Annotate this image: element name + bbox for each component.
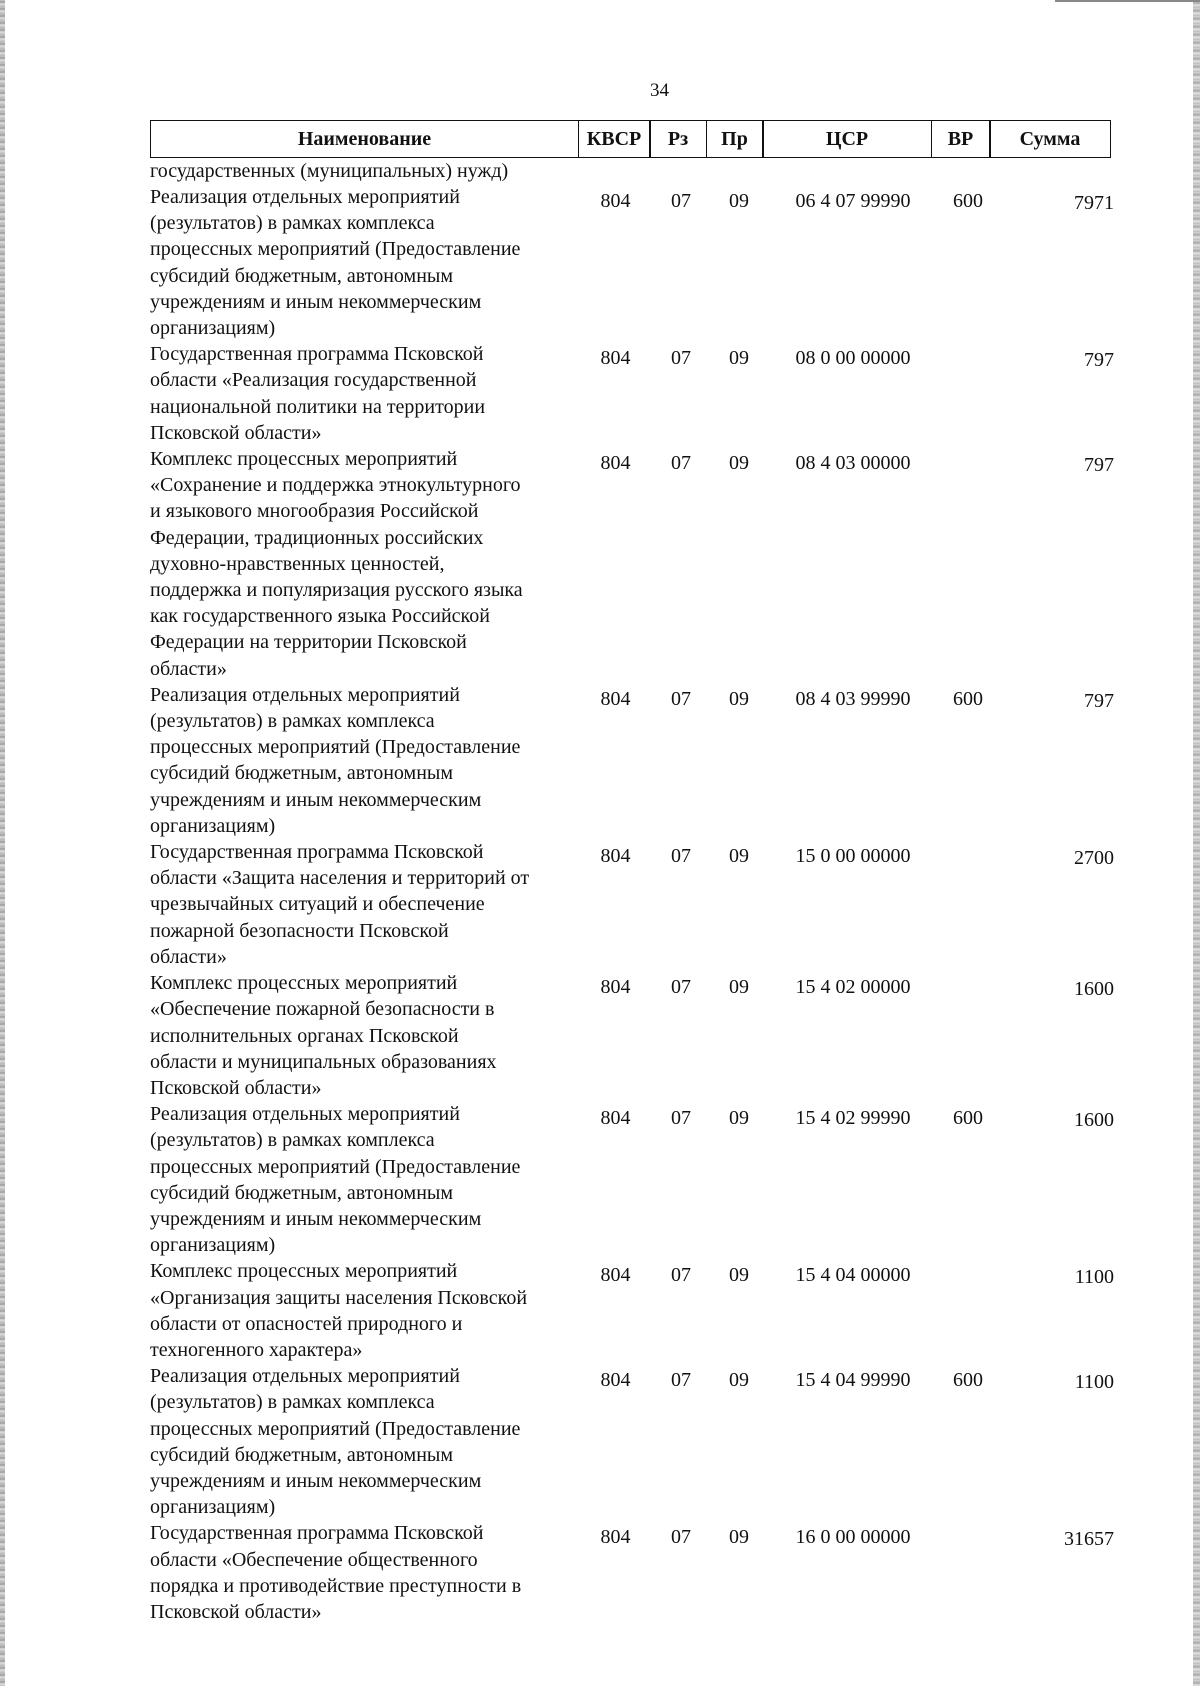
row-sum: 797 xyxy=(1084,454,1114,477)
header-csr: ЦСР xyxy=(762,120,932,158)
table-row xyxy=(150,970,1120,1101)
row-kvsr: 804 xyxy=(600,976,631,999)
row-rz: 07 xyxy=(671,845,691,868)
table-row xyxy=(150,1258,1120,1363)
row-pr: 09 xyxy=(729,1264,749,1287)
row-csr: 15 4 02 00000 xyxy=(795,976,911,999)
row-kvsr: 804 xyxy=(600,347,631,370)
header-vr: ВР xyxy=(931,120,991,158)
row-kvsr: 804 xyxy=(600,1107,631,1130)
row-csr: 15 4 02 99990 xyxy=(795,1107,911,1130)
row-kvsr: 804 xyxy=(600,452,631,475)
row-rz: 07 xyxy=(671,1264,691,1287)
row-vr: 600 xyxy=(953,687,983,710)
row-pr: 09 xyxy=(729,1107,749,1130)
row-pr: 09 xyxy=(729,347,749,370)
row-name: Государственная программа Псковской области «Реализация государственной национальной политики на территории Псковской области» xyxy=(150,343,486,444)
scan-edge-left xyxy=(0,0,5,1686)
page-number: 34 xyxy=(650,80,669,101)
row-csr: 08 4 03 99990 xyxy=(795,687,911,710)
header-name: Наименование xyxy=(150,120,579,158)
row-pr: 09 xyxy=(729,976,749,999)
row-rz: 07 xyxy=(671,190,691,212)
header-rz: Рз xyxy=(649,120,707,158)
row-vr: 600 xyxy=(953,190,983,212)
row-name: Комплекс процессных мероприятий «Организация защиты населения Псковской области от опасностей природного и техногенного характера» xyxy=(150,1260,528,1361)
header-kvsr: КВСР xyxy=(578,120,651,158)
row-vr: 600 xyxy=(953,1369,983,1392)
row-sum: 1100 xyxy=(1074,1371,1114,1394)
row-csr: 16 0 00 00000 xyxy=(795,1526,911,1549)
row-csr: 15 4 04 99990 xyxy=(795,1369,911,1392)
row-pr: 09 xyxy=(729,687,749,710)
row-rz: 07 xyxy=(671,452,691,475)
table-row xyxy=(150,341,1120,446)
row-rz: 07 xyxy=(671,687,691,710)
row-vr xyxy=(938,1520,998,1625)
row-kvsr: 804 xyxy=(600,845,631,868)
header-pr: Пр xyxy=(706,120,764,158)
row-name: Комплекс процессных мероприятий «Сохранение и поддержка этнокультурного и языкового многообразия Российской Федерации, традиционных российских духовно-нравственных ценностей, поддержка и популяризация русского языка как государственного языка Российской Федерации на территории Псковской области» xyxy=(150,448,523,680)
row-kvsr: 804 xyxy=(600,1369,631,1392)
row-csr: 15 0 00 00000 xyxy=(795,845,911,868)
row-name: Государственная программа Псковской области «Обеспечение общественного порядка и противодействие преступности в Псковской области» xyxy=(150,1522,522,1623)
row-sum: 7971 xyxy=(1074,192,1114,214)
row-sum: 1600 xyxy=(1074,978,1114,1001)
scan-edge-right xyxy=(1193,0,1200,1686)
scan-mark-top xyxy=(1055,0,1200,2)
row-rz: 07 xyxy=(671,1526,691,1549)
row-name: Комплекс процессных мероприятий «Обеспечение пожарной безопасности в исполнительных органах Псковской области и муниципальных образованиях Псковской области» xyxy=(150,972,497,1099)
row-name: Государственная программа Псковской области «Защита населения и территорий от чрезвычайных ситуаций и обеспечение пожарной безопасности Псковской области» xyxy=(150,841,530,968)
table-row xyxy=(150,682,1120,839)
row-sum: 797 xyxy=(1084,349,1114,372)
row-rz: 07 xyxy=(671,1369,691,1392)
row-kvsr: 804 xyxy=(600,190,631,212)
row-csr: 08 0 00 00000 xyxy=(795,347,911,370)
row-sum: 31657 xyxy=(1064,1528,1114,1551)
table-row xyxy=(150,839,1120,970)
row-pr: 09 xyxy=(729,190,749,212)
row-name: Реализация отдельных мероприятий (результатов) в рамках комплекса процессных мероприятий (Предоставление субсидий бюджетным, автономным учреждениям и иным некоммерческим организациям) xyxy=(150,186,521,340)
row-vr xyxy=(938,1258,998,1363)
table-row xyxy=(150,1363,1120,1520)
row-kvsr: 804 xyxy=(600,687,631,710)
row-rz: 07 xyxy=(671,1107,691,1130)
row-vr xyxy=(938,446,998,682)
row-kvsr: 804 xyxy=(600,1264,631,1287)
row-name: Реализация отдельных мероприятий (результатов) в рамках комплекса процессных мероприятий (Предоставление субсидий бюджетным, автономным учреждениям и иным некоммерческим организациям) xyxy=(150,1365,521,1519)
table-row xyxy=(150,1101,1120,1258)
row-sum: 1600 xyxy=(1074,1109,1114,1132)
row-vr xyxy=(938,839,998,970)
row-pr: 09 xyxy=(729,1526,749,1549)
row-sum: 2700 xyxy=(1074,847,1114,870)
row-rz: 07 xyxy=(671,976,691,999)
table-row xyxy=(150,1520,1120,1625)
continued-row-text: государственных (муниципальных) нужд) xyxy=(150,160,509,182)
row-sum: 1100 xyxy=(1074,1266,1114,1289)
row-vr xyxy=(938,970,998,1101)
row-pr: 09 xyxy=(729,1369,749,1392)
row-rz: 07 xyxy=(671,347,691,370)
row-vr xyxy=(938,341,998,446)
table-row xyxy=(150,184,1120,341)
row-pr: 09 xyxy=(729,845,749,868)
row-csr: 15 4 04 00000 xyxy=(795,1264,911,1287)
row-sum: 797 xyxy=(1084,689,1114,712)
row-name: Реализация отдельных мероприятий (результатов) в рамках комплекса процессных мероприятий (Предоставление субсидий бюджетным, автономным учреждениям и иным некоммерческим организациям) xyxy=(150,1103,521,1257)
row-name: Реализация отдельных мероприятий (результатов) в рамках комплекса процессных мероприятий (Предоставление субсидий бюджетным, автономным учреждениям и иным некоммерческим организациям) xyxy=(150,683,521,837)
row-pr: 09 xyxy=(729,452,749,475)
table-row xyxy=(150,446,1120,682)
row-csr: 06 4 07 99990 xyxy=(795,190,911,212)
row-vr: 600 xyxy=(953,1107,983,1130)
row-kvsr: 804 xyxy=(600,1526,631,1549)
budget-table xyxy=(150,120,1120,1625)
header-sum: Сумма xyxy=(989,120,1111,158)
row-csr: 08 4 03 00000 xyxy=(795,452,911,475)
table-header xyxy=(150,120,1120,158)
